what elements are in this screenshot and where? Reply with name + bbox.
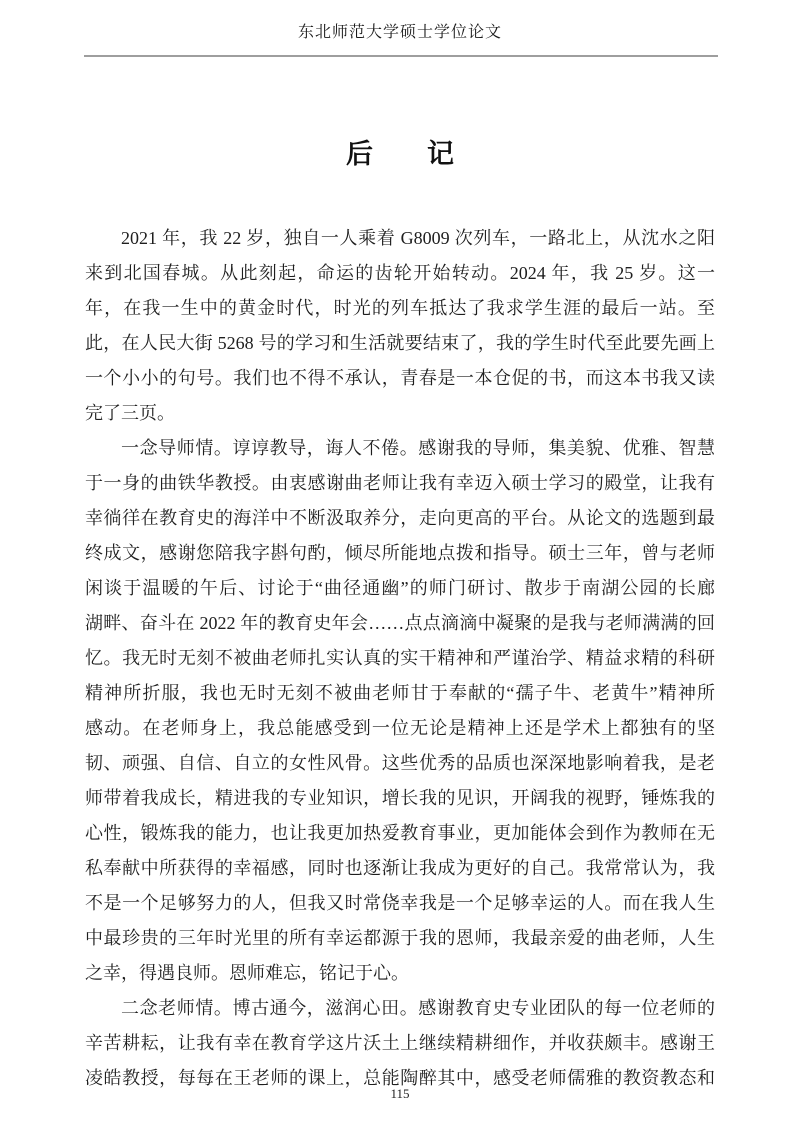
text-line: 不是一个足够努力的人，但我又时常侥幸我是一个足够幸运的人。而在我人生 [85, 893, 715, 913]
text-line: 心性，锻炼我的能力，也让我更加热爱教育事业，更加能体会到作为教师在无 [85, 823, 715, 843]
page-number: 115 [390, 1086, 410, 1101]
text-line: 私奉献中所获得的幸福感，同时也逐渐让我成为更好的自己。我常常认为，我 [85, 858, 715, 878]
text-line: 二念老师情。博古通今，滋润心田。感谢教育史专业团队的每一位老师的 [121, 998, 715, 1018]
text-line: 精神所折服，我也无时无刻不被曲老师甘于奉献的“孺子牛、老黄牛”精神所 [85, 683, 715, 703]
text-line: 来到北国春城。从此刻起，命运的齿轮开始转动。2024 年，我 25 岁。这一 [85, 263, 715, 283]
text-line: 一念导师情。谆谆教导，诲人不倦。感谢我的导师，集美貌、优雅、智慧 [121, 438, 715, 458]
text-line: 凌皓教授，每每在王老师的课上，总能陶醉其中，感受老师儒雅的教资教态和 [85, 1068, 715, 1088]
text-line: 终成文，感谢您陪我字斟句酌，倾尽所能地点拨和指导。硕士三年，曾与老师 [85, 543, 715, 563]
text-line: 忆。我无时无刻不被曲老师扎实认真的实干精神和严谨治学、精益求精的科研 [85, 648, 715, 668]
text-line: 2021 年，我 22 岁，独自一人乘着 G8009 次列车，一路北上，从沈水之阳 [121, 228, 715, 248]
text-line: 年，在我一生中的黄金时代，时光的列车抵达了我求学生涯的最后一站。至 [85, 298, 715, 318]
text-line: 韧、顽强、自信、自立的女性风骨。这些优秀的品质也深深地影响着我，是老 [85, 753, 715, 773]
text-line: 之幸，得遇良师。恩师难忘，铭记于心。 [85, 963, 409, 983]
header-rule [84, 55, 718, 57]
text-line: 闲谈于温暖的午后、讨论于“曲径通幽”的师门研讨、散步于南湖公园的长廊 [85, 578, 715, 598]
text-line: 完了三页。 [85, 403, 175, 423]
text-line: 幸徜徉在教育史的海洋中不断汲取养分，走向更高的平台。从论文的选题到最 [85, 508, 715, 528]
text-line: 此，在人民大街 5268 号的学习和生活就要结束了，我的学生时代至此要先画上 [85, 333, 715, 353]
document-body [85, 221, 715, 1096]
text-line: 辛苦耕耘，让我有幸在教育学这片沃土上继续精耕细作，并收获颇丰。感谢王 [85, 1033, 715, 1053]
text-line: 一个小小的句号。我们也不得不承认，青春是一本仓促的书，而这本书我又读 [85, 368, 715, 388]
running-head: 东北师范大学硕士学位论文 [297, 24, 502, 41]
document-title: 后 记 [346, 139, 454, 169]
text-line: 中最珍贵的三年时光里的所有幸运都源于我的恩师，我最亲爱的曲老师，人生 [85, 928, 715, 948]
text-line: 于一身的曲铁华教授。由衷感谢曲老师让我有幸迈入硕士学习的殿堂，让我有 [85, 473, 715, 493]
text-line: 感动。在老师身上，我总能感受到一位无论是精神上还是学术上都独有的坚 [85, 718, 715, 738]
text-line: 师带着我成长，精进我的专业知识，增长我的见识，开阔我的视野，锤炼我的 [85, 788, 715, 808]
text-line: 湖畔、奋斗在 2022 年的教育史年会……点点滴滴中凝聚的是我与老师满满的回 [85, 613, 715, 633]
